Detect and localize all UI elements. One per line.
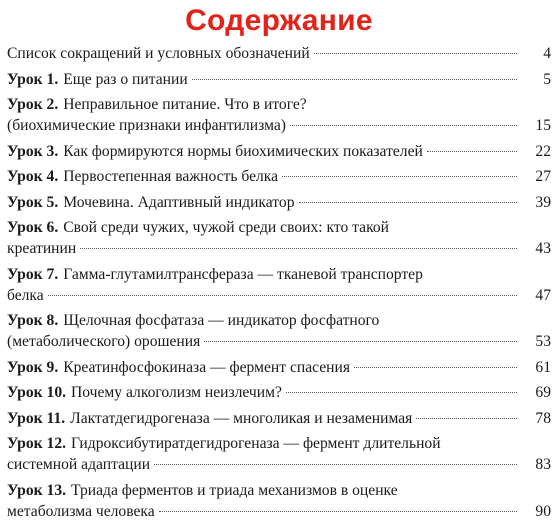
toc-entry bbox=[7, 310, 551, 352]
dot-leader bbox=[299, 202, 518, 203]
lesson-number: Урок 7. bbox=[7, 265, 59, 283]
entry-title: Почему алкоголизм неизлечим? bbox=[71, 384, 282, 401]
entry-title: Гидроксибутиратдегидрогеназа — фермент длительной bbox=[71, 435, 441, 452]
entry-title: метаболизма человека bbox=[7, 502, 155, 520]
toc-entry-line bbox=[7, 115, 521, 136]
dot-leader bbox=[416, 418, 517, 419]
toc-entry bbox=[7, 43, 551, 64]
entry-title: (биохимические признаки инфантилизма) bbox=[7, 117, 286, 134]
lesson-number: Урок 4. bbox=[7, 168, 59, 185]
page-number: 5 bbox=[543, 70, 551, 88]
entry-title: Мочевина. Адаптивный индикатор bbox=[63, 193, 295, 211]
page-number: 83 bbox=[535, 456, 551, 473]
toc-list bbox=[7, 43, 551, 522]
lesson-number: Урок 12. bbox=[7, 435, 67, 452]
toc-entry-line bbox=[7, 382, 521, 403]
toc-entry-line bbox=[7, 238, 521, 259]
toc-entry bbox=[7, 69, 551, 90]
toc-entry bbox=[7, 433, 551, 475]
entry-title: (метаболического) орошения bbox=[7, 333, 201, 350]
entry-title: Гамма-глутамилтрансфераза — тканевой транспортер bbox=[63, 265, 423, 283]
dot-leader bbox=[314, 53, 517, 54]
entry-title: Свой среди чужих, чужой среди своих: кто такой bbox=[63, 219, 390, 236]
lesson-number: Урок 13. bbox=[7, 481, 67, 499]
toc-entry-line bbox=[7, 433, 521, 454]
dot-leader bbox=[427, 151, 517, 152]
toc-entry-line bbox=[7, 310, 521, 331]
toc-entry-line bbox=[7, 454, 521, 475]
toc-entry-line bbox=[7, 408, 521, 429]
dot-leader bbox=[192, 79, 517, 80]
entry-title: Как формируются нормы биохимических показателей bbox=[63, 142, 423, 160]
page-number: 39 bbox=[535, 193, 551, 211]
dot-leader bbox=[80, 248, 517, 249]
toc-entry bbox=[7, 217, 551, 259]
lesson-number: Урок 6. bbox=[7, 219, 59, 236]
page-title: Содержание bbox=[185, 4, 373, 37]
page-number: 43 bbox=[535, 240, 551, 257]
entry-title: Креатинфосфокиназа — фермент спасения bbox=[63, 358, 351, 376]
entry-title: Список сокращений и условных обозначений bbox=[7, 45, 310, 62]
page-number: 22 bbox=[535, 142, 551, 160]
page-number: 47 bbox=[535, 286, 551, 304]
toc-entry-line bbox=[7, 357, 521, 378]
toc-entry-line bbox=[7, 166, 521, 187]
dot-leader bbox=[290, 125, 517, 126]
entry-title: Неправильное питание. Что в итоге? bbox=[63, 96, 307, 113]
toc-entry-line bbox=[7, 192, 521, 213]
entry-title: креатинин bbox=[7, 240, 77, 257]
toc-entry-line bbox=[7, 94, 521, 115]
entry-title: Щелочная фосфатаза — индикатор фосфатного bbox=[63, 312, 380, 329]
toc-entry-line bbox=[7, 480, 521, 501]
toc-entry bbox=[7, 357, 551, 378]
page-number: 27 bbox=[535, 168, 551, 185]
toc-entry-line bbox=[7, 141, 521, 162]
entry-title: белка bbox=[7, 286, 44, 304]
page-number: 90 bbox=[535, 502, 551, 520]
page-number: 78 bbox=[535, 409, 551, 427]
toc-entry-line bbox=[7, 501, 521, 522]
toc-entry-line bbox=[7, 217, 521, 238]
toc-entry bbox=[7, 166, 551, 187]
toc-entry-line bbox=[7, 285, 521, 306]
toc-entry-line bbox=[7, 331, 521, 352]
dot-leader bbox=[354, 367, 517, 368]
dot-leader bbox=[286, 392, 517, 393]
dot-leader bbox=[48, 295, 517, 296]
toc-entry-line bbox=[7, 264, 521, 285]
toc-entry bbox=[7, 141, 551, 162]
toc-entry-line bbox=[7, 43, 521, 64]
page-number: 61 bbox=[535, 358, 551, 376]
toc-entry bbox=[7, 408, 551, 429]
lesson-number: Урок 1. bbox=[7, 70, 59, 88]
toc-page bbox=[0, 4, 557, 520]
dot-leader bbox=[282, 176, 517, 177]
lesson-number: Урок 2. bbox=[7, 96, 59, 113]
lesson-number: Урок 9. bbox=[7, 358, 59, 376]
page-number: 4 bbox=[543, 45, 551, 62]
toc-entry bbox=[7, 264, 551, 306]
toc-entry bbox=[7, 192, 551, 213]
toc-entry bbox=[7, 382, 551, 403]
dot-leader bbox=[159, 511, 517, 512]
dot-leader bbox=[204, 341, 517, 342]
entry-title: Еще раз о питании bbox=[63, 70, 188, 88]
entry-title: Первостепенная важность белка bbox=[63, 168, 279, 185]
toc-entry bbox=[7, 94, 551, 136]
lesson-number: Урок 5. bbox=[7, 193, 59, 211]
lesson-number: Урок 8. bbox=[7, 312, 59, 329]
toc-entry-line bbox=[7, 69, 521, 90]
entry-title: Лактатдегидрогеназа — многоликая и незаменимая bbox=[70, 409, 413, 427]
lesson-number: Урок 10. bbox=[7, 384, 67, 401]
page-number: 53 bbox=[535, 333, 551, 350]
lesson-number: Урок 3. bbox=[7, 142, 59, 160]
entry-title: Триада ферментов и триада механизмов в оценке bbox=[71, 481, 398, 499]
entry-title: системной адаптации bbox=[7, 456, 151, 473]
lesson-number: Урок 11. bbox=[7, 409, 66, 427]
page-number: 15 bbox=[535, 117, 551, 134]
dot-leader bbox=[154, 464, 517, 465]
toc-entry bbox=[7, 480, 551, 522]
page-number: 69 bbox=[535, 384, 551, 401]
